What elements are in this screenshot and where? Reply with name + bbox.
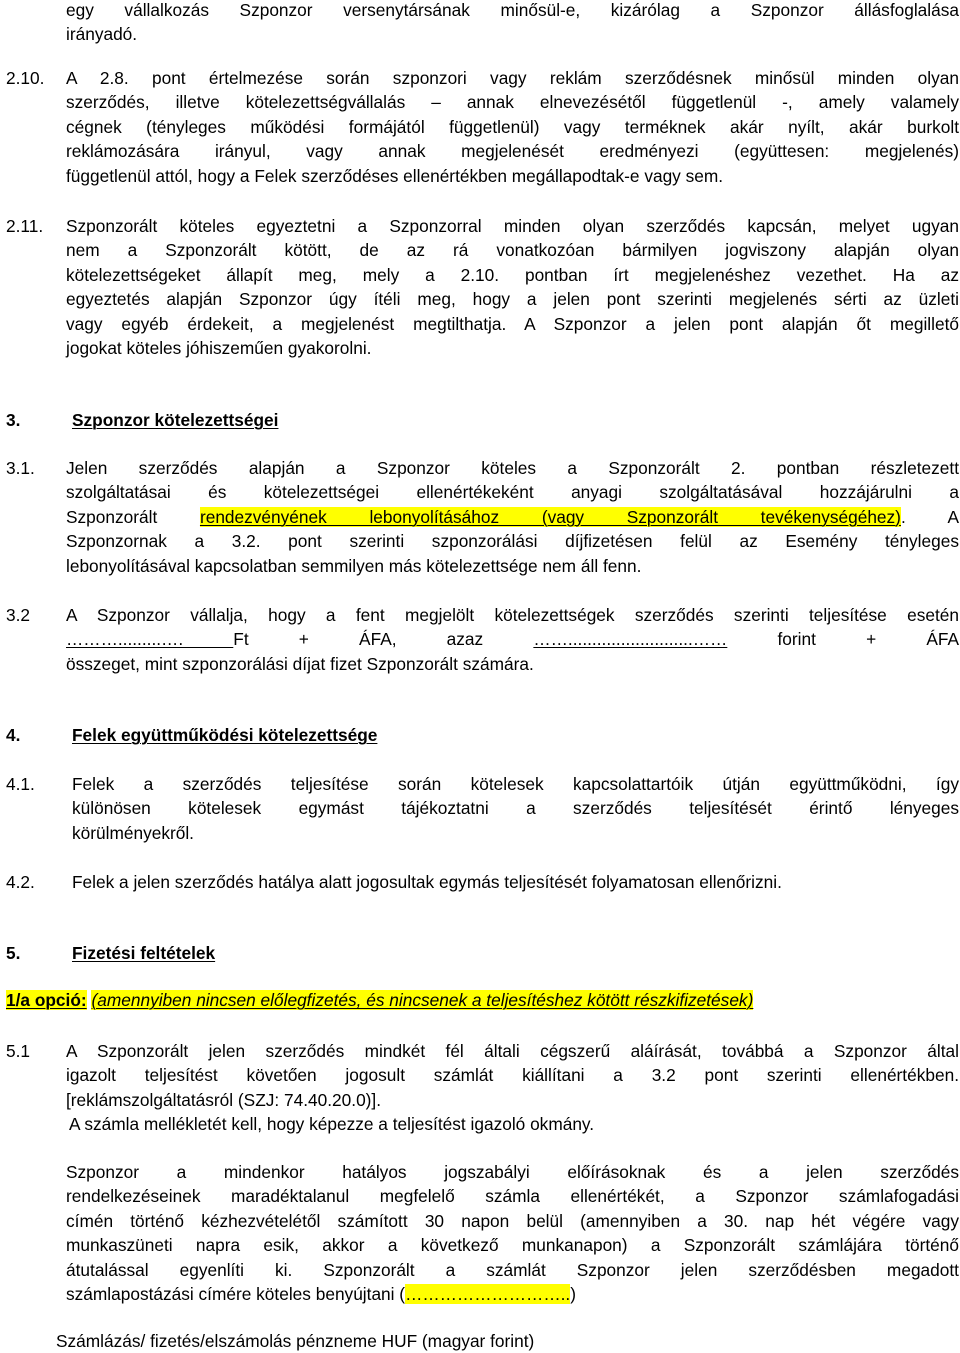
heading-number: 4. [6,725,21,745]
text-line: Felek a jelen szerződés hatálya alatt jogosultak egymás teljesítését folyamatosan ellenőrizni. [72,872,782,892]
heading-title: Szponzor kötelezettségei [72,410,279,430]
text: számlapostázási címére köteles benyújtani ( [66,1283,406,1304]
text-line: igazolt teljesítést követően jogosult számlát kiállítani a 3.2 pont szerinti ellenértékben. [66,1065,959,1086]
option-line [6,988,753,1012]
text-line: körülményekről. [72,822,194,843]
text-line: [reklámszolgáltatásról (SZJ: 74.40.20.0)]. [66,1089,382,1110]
text-line: szerződés, illetve kötelezettségvállalás – annak elnevezésétől függetlenül -, amely valamely [66,92,959,113]
paragraph-3-1 [66,456,959,578]
intro-paragraph [66,0,959,47]
text-line: egyeztetés alapján Szponzor úgy ítéli meg, hogy a jelen pont szerinti megjelenés sérti az üzleti [66,289,959,310]
text-line: kötelezettségeket állapít meg, mely a 2.10. pontban írt megjelenéshez vezethet. Ha az [66,264,959,285]
text-line: munkaszüneti napra esik, akkor a következő munkanapon) a Szponzorált számlájára történő [66,1235,959,1256]
text-line-highlighted [66,505,959,529]
section-heading-3 [6,408,20,432]
amount-blank[interactable]: ……….........…. [66,629,234,650]
option-label: 1/a opció: [6,990,87,1010]
text-line: vagy egyéb érdekeit, a megjelenést megtilthatja. A Szponzor a jelen pont alapján őt megillető [66,313,959,334]
paragraph-5-1 [66,1039,959,1137]
paragraph-2-11 [66,214,959,360]
text-line: cégnek (tényleges működési formájától függetlenül) vagy terméknek akár nyílt, akár burkolt [66,116,959,137]
text-line: rendelkezéseinek maradéktalanul megfelelő számla ellenértékét, a Szponzor számlafogadási [66,1186,959,1207]
amount-in-words-blank[interactable]: ……..........................…… [533,629,728,650]
text: ) [570,1283,576,1304]
text-line: függetlenül attól, hogy a Felek szerződéses ellenértékben megállapodtak-e vagy sem. [66,165,724,186]
option-condition: (amennyiben nincsen előlegfizetés, és nincsenek a teljesítéshez kötött részkifizetések) [91,990,754,1010]
heading-title: Fizetési feltételek [72,943,216,963]
text-line: reklámozására irányul, vagy annak megjelenését eredményezi (együttesen: megjelenés) [66,141,959,162]
section-number: 2.11. [6,216,44,236]
section-number: 2.10. [6,68,45,88]
text-line: Szponzorált köteles egyeztetni a Szponzorral minden olyan szerződés kapcsán, melyet ugyan [66,216,959,236]
address-blank[interactable]: ……………………….. [405,1283,571,1304]
paragraph-3-2 [66,603,959,676]
paragraph-2-10 [66,66,959,188]
paragraph-4-1 [72,772,959,845]
highlighted-text: rendezvényének lebonyolításához (vagy Szponzorált tevékenységéhez) [199,506,901,527]
text-line: Felek a szerződés teljesítése során kötelesek kapcsolattartóik útján együttműködni, így [72,774,959,794]
text-line: címén történő kézhezvételétől számított 30 napon belül (amennyiben a 30. nap hét végére vagy [66,1210,959,1231]
section-heading-4 [6,723,20,747]
text-line: különösen kötelesek egymást tájékoztatni a szerződés teljesítését érintő lényeges [72,798,959,819]
paragraph-4-2 [72,870,959,894]
text-line: A Szponzorált jelen szerződés mindkét fél általi cégszerű aláírását, továbbá a Szponzor által [66,1041,959,1061]
text-line: átutalással egyenlíti ki. Szponzorált a számlát Szponzor jelen szerződésben megadott [66,1259,959,1280]
section-heading-5 [6,941,20,965]
text-line: összeget, mint szponzorálási díjat fizet Szponzorált számára. [66,653,534,674]
address-line [66,1282,959,1306]
section-number: 4.2. [6,872,35,892]
text: forint + ÁFA [777,629,959,650]
text-line: Jelen szerződés alapján a Szponzor köteles a Szponzorált 2. pontban részletezett [66,458,959,478]
text-line: A Szponzor vállalja, hogy a fent megjelölt kötelezettségek szerződés szerinti teljesítése esetén [66,605,959,625]
text: . A [900,506,959,527]
amount-line [66,627,959,651]
text: Ft + ÁFA, azaz [233,629,484,650]
heading-title: Felek együttműködési kötelezettsége [72,725,378,745]
text: Szponzorált [66,506,158,527]
text-line: A számla mellékletét kell, hogy képezze a teljesítést igazoló okmány. [69,1114,595,1135]
text-line: Szponzornak a 3.2. pont szerinti szponzorálási díjfizetésen felül az Esemény tényleges [66,531,959,552]
section-number: 3.1. [6,458,35,478]
section-number: 4.1. [6,774,35,794]
text-line: nem a Szponzorált kötött, de az rá vonatkozóan bármilyen jogviszony alapján olyan [66,240,959,261]
currency-line: Számlázás/ fizetés/elszámolás pénzneme HUF (magyar forint) [56,1331,535,1351]
section-number: 3.2 [6,605,31,625]
text-line: irányadó. [66,24,138,45]
text-line: szolgáltatásai és kötelezettségei ellenértékeként anyagi szolgáltatásával hozzájárulni a [66,482,959,503]
section-number: 5.1 [6,1041,31,1061]
text-line: lebonyolításával kapcsolatban semmilyen más kötelezettsége nem áll fenn. [66,555,642,576]
heading-number: 5. [6,943,21,963]
text-line: jogokat köteles jóhiszeműen gyakorolni. [66,337,372,358]
heading-number: 3. [6,410,21,430]
payment-paragraph [66,1160,959,1306]
text-line: A 2.8. pont értelmezése során szponzori vagy reklám szerződésnek minősül minden olyan [66,68,959,88]
text-line: egy vállalkozás Szponzor versenytársának minősül-e, kizárólag a Szponzor állásfoglalása [66,0,959,20]
text-line: Szponzor a mindenkor hatályos jogszabályi előírásoknak és a jelen szerződés [66,1162,959,1182]
